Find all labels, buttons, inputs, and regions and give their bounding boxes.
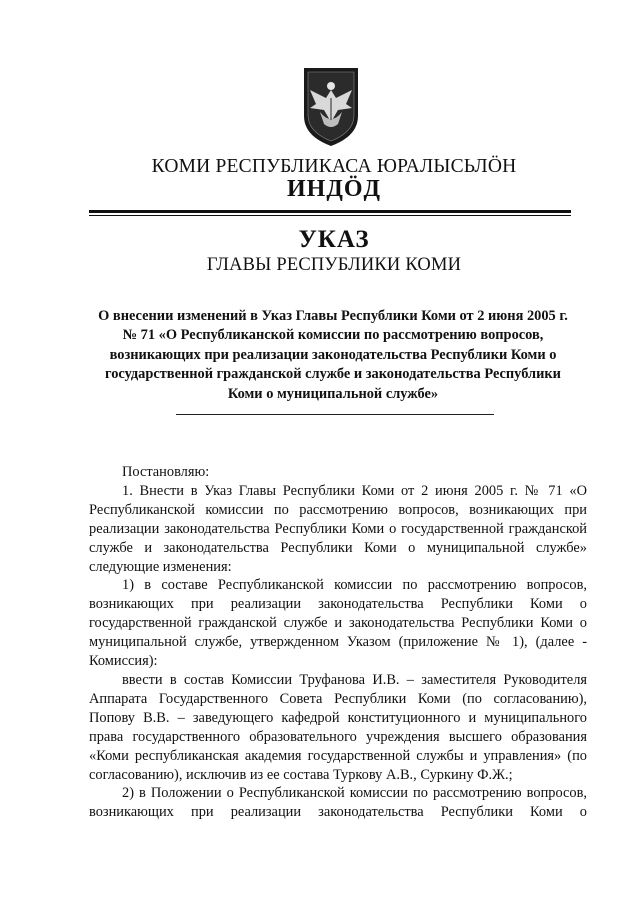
document-type: УКАЗ [298, 226, 370, 253]
subject-underline [176, 414, 494, 415]
paragraph-1-item-1-text: ввести в состав Комиссии Труфанова И.В. – заместителя Руководителя Аппарата Государственного Совета Республики Коми (по согласованию), Попову В.В. – заведующего кафедрой конституционного и муниципального права государственного образовательного учреждения высшего образования «Коми республиканская академия государственной службы и управления» (по согласованию), исключив из ее состава Туркову А.В., Суркину Ф.Ж.; [89, 671, 587, 783]
coat-of-arms-emblem [298, 64, 364, 148]
region-name-komi: КОМИ РЕСПУБЛИКАСА ЮРАЛЫСЬЛÖН [151, 156, 517, 177]
resolution-intro: Постановляю: [122, 464, 210, 480]
document-type-komi: ИНДÖД [286, 176, 382, 202]
paragraph-1: 1. Внести в Указ Главы Республики Коми от 2 июня 2005 г. № 71 «О Республиканской комиссии по рассмотрению вопросов, возникающих при реализации законодательства Республики Коми о государственной гражданской службе и законодательства Республики Коми о муниципальной службе» следующие изменения: [89, 482, 587, 575]
issuer-title: ГЛАВЫ РЕСПУБЛИКИ КОМИ [206, 255, 462, 275]
paragraph-1-item-1: 1) в составе Республиканской комиссии по рассмотрению вопросов, возникающих при реализации законодательства Республики Коми о государственной гражданской службе и законодательства Республики Коми о муниципальной службе, утвержденном Указом (приложение № 1), (далее - Комиссия): [89, 577, 587, 670]
paragraph-1-item-2: 2) в Положении о Республиканской комиссии по рассмотрению вопросов, возникающих при реализации законодательства Республики Коми о [89, 785, 587, 821]
header-rule-thin [89, 215, 571, 216]
header-rule-thick [89, 210, 571, 213]
decree-subject: О внесении изменений в Указ Главы Республики Коми от 2 июня 2005 г. № 71 «О Республиканской комиссии по рассмотрению вопросов, возникающих при реализации законодательства Республики Коми о государственной гражданской службе и законодательства Республики Коми о муниципальной службе» [98, 308, 568, 402]
decree-body [89, 463, 587, 822]
